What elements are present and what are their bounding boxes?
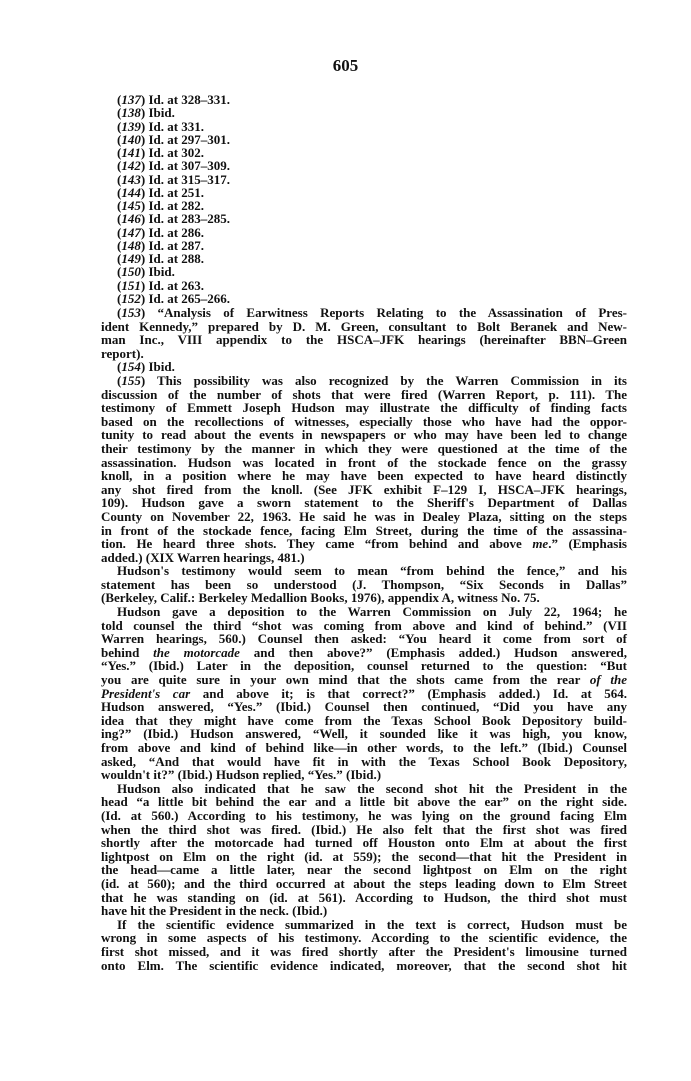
text-segment: Ibid. [148, 359, 175, 375]
footnote: (144) Id. at 251. [117, 184, 205, 200]
text-line [101, 700, 627, 714]
footnote-text: Id. at 315–317. [148, 171, 231, 187]
text-segment: the head—came a little later, near the second lightpost on Elm on the right [101, 862, 627, 878]
text-segment: have hit the President in the neck. (Ibid.) [101, 903, 328, 919]
text-line [101, 551, 627, 565]
footnote-number: 147 [121, 224, 141, 240]
text-line [101, 891, 627, 905]
footnote-number: 153 [121, 305, 141, 320]
footnote-number: 154 [121, 359, 141, 375]
footnote-number: 152 [121, 290, 141, 306]
footnote: (148) Id. at 287. [117, 237, 205, 253]
text-segment: If the scientific evidence summarized in the text is correct, Hudson must be [117, 916, 627, 932]
text-segment: discussion of the number of shots that were fired (Warren Report, p. 111). The [101, 386, 627, 402]
footnote: (139) Id. at 331. [117, 118, 205, 134]
footnote: (147) Id. at 286. [117, 224, 205, 240]
italic-segment: me [532, 536, 549, 552]
text-line [101, 510, 627, 524]
text-segment: lightpost on Elm on the right (id. at 559); the second—that hit the President in [101, 848, 627, 864]
text-segment: and then above?” (Emphasis added.) Hudson answered, [239, 644, 628, 660]
italic-segment: the motorcade [153, 644, 240, 660]
footnote: (142) Id. at 307–309. [117, 158, 231, 174]
text-segment: report). [101, 345, 144, 361]
text-segment: and above it; is that correct?” (Emphasis added.) Id. at 564. [190, 685, 627, 701]
text-segment: idea that they might have come from the Texas School Book Depository build- [101, 712, 627, 728]
footnote-number: 146 [121, 211, 141, 227]
footnote-paragraph [101, 605, 627, 782]
footnote-text: Ibid. [148, 264, 175, 280]
text-segment: told counsel the third “shot was coming from above and kind of behind.” (VII [101, 617, 627, 633]
text-line [101, 863, 627, 877]
text-line [101, 768, 627, 782]
text-segment: added.) (XIX Warren hearings, 481.) [101, 549, 305, 565]
text-segment: knoll, in a position where he may have been expected to have heard distinctly [101, 468, 627, 484]
footnote-text: Id. at 297–301. [148, 131, 231, 147]
footnote-paragraph [101, 918, 627, 972]
text-line [101, 646, 627, 660]
text-segment: tion. He heard three shots. They came “from behind and above [101, 536, 533, 552]
footnote: (151) Id. at 263. [117, 277, 205, 293]
footnote-body [101, 306, 627, 972]
footnote-number: 155 [121, 372, 141, 388]
text-line [101, 537, 627, 551]
text-line [101, 401, 627, 415]
text-segment: (Berkeley, Calif.: Berkeley Medallion Books, 1976), appendix A, witness No. 75. [101, 590, 540, 606]
text-line [101, 877, 627, 891]
text-line [101, 483, 627, 497]
footnote: (145) Id. at 282. [117, 198, 205, 213]
footnote: (140) Id. at 297–301. [117, 131, 231, 147]
text-line [101, 578, 627, 592]
text-segment: Hudson also indicated that he saw the second shot hit the President in the [117, 780, 627, 796]
text-line [101, 673, 627, 687]
footnote: (150) Ibid. [117, 264, 175, 280]
footnote-number: 139 [121, 118, 141, 134]
text-segment: (Id. at 560.) According to his testimony, he was lying on the ground facing Elm [101, 807, 627, 823]
text-segment: shortly after the motorcade had turned off Houston onto Elm at about the first [101, 835, 627, 851]
text-segment: This possibility was also recognized by the Warren Commission in its [156, 372, 627, 388]
text-segment: that he was standing on (id. at 561). According to Hudson, the third shot must [101, 889, 627, 905]
italic-segment: President's car [101, 685, 191, 701]
text-segment: (id. at 560); and the third occurred at about the steps leading down to Elm Street [101, 875, 627, 891]
footnote [101, 306, 627, 360]
text-segment: you are quite sure in your own mind that the shots came from the rear [101, 672, 590, 688]
text-line [101, 524, 627, 538]
text-line [101, 904, 627, 918]
text-line [101, 836, 627, 850]
footnote-number: 143 [121, 171, 141, 187]
text-segment: Hudson's testimony would seem to mean “from behind the fence,” and his [117, 563, 627, 579]
text-segment: behind [101, 644, 154, 660]
footnote: (141) Id. at 302. [117, 145, 205, 160]
text-line [101, 442, 627, 456]
footnote-number: 145 [121, 198, 141, 213]
footnote [101, 360, 627, 374]
text-segment: ing?” (Ibid.) Hudson answered, “Well, it sounded like it was high, you know, [101, 726, 627, 742]
text-line [101, 795, 627, 809]
text-line [101, 959, 627, 973]
footnote-paragraph [101, 782, 627, 918]
italic-segment: of the [589, 672, 627, 688]
text-segment: testimony of Emmett Joseph Hudson may illustrate the difficulty of finding facts [101, 400, 627, 416]
text-line [101, 605, 627, 619]
footnote-text: Id. at 288. [148, 251, 205, 266]
footnote-number: 148 [121, 237, 141, 253]
text-line [101, 591, 627, 605]
text-line [101, 456, 627, 470]
footnote-text: Ibid. [148, 105, 175, 121]
text-line [101, 850, 627, 864]
text-segment: “Yes.” (Ibid.) Later in the deposition, counsel returned to the question: “But [101, 658, 627, 674]
text-segment: wrong in some aspects of his testimony. According to the scientific evidence, the [101, 930, 627, 946]
text-line [101, 333, 627, 347]
footnote-text: Id. at 307–309. [148, 158, 231, 174]
footnote-paragraph [101, 564, 627, 605]
text-line [101, 714, 627, 728]
text-segment: Warren hearings, 560.) Counsel then asked: “You heard it come from sort of [101, 631, 627, 647]
text-line [101, 469, 627, 483]
footnote-number: 149 [121, 251, 141, 266]
text-segment: first shot missed, and it was fired shortly after the President's limousine turned [101, 943, 627, 959]
text-segment: assassination. Hudson was located in front of the stockade fence on the grassy [101, 454, 627, 470]
footnote-number: 142 [121, 158, 141, 174]
footnote-number: 137 [121, 92, 141, 107]
text-line: (153) “Analysis of Earwitness Reports Relating to the Assassination of Pres- [117, 305, 627, 320]
text-segment: County on November 22, 1963. He said he was in Dealey Plaza, sitting on the steps [101, 508, 627, 524]
text-segment: Hudson gave a deposition to the Warren Commission on July 22, 1964; he [117, 604, 627, 620]
text-segment: 109). Hudson gave a sworn statement to the Sheriff's Department of Dallas [101, 495, 627, 511]
footnote: (137) Id. at 328–331. [117, 92, 231, 107]
text-line [101, 809, 627, 823]
text-line [101, 564, 627, 578]
footnote-text: Id. at 265–266. [148, 290, 231, 306]
text-segment: “Analysis of Earwitness Reports Relating to the Assassination of Pres- [157, 305, 627, 320]
footnote-number: 138 [121, 105, 141, 121]
footnote-number: 140 [121, 131, 141, 147]
page-number: 605 [332, 56, 359, 75]
text-line [101, 347, 627, 361]
footnote-number: 144 [121, 184, 141, 200]
footnote [101, 374, 627, 564]
footnote-text: Id. at 331. [148, 118, 205, 134]
text-line [101, 931, 627, 945]
text-segment: their testimony by the manner in which they were questioned at the time of the [101, 440, 627, 456]
footnote-text: Id. at 287. [148, 237, 205, 253]
text-line: (155) This possibility was also recognized by the Warren Commission in its [117, 372, 627, 388]
text-line [101, 687, 627, 701]
text-segment: any shot fired from the knoll. (See JFK exhibit F–129 I, HSCA–JFK hearings, [101, 481, 627, 497]
footnote-text: Id. at 282. [148, 198, 205, 213]
footnote-number: 151 [121, 277, 141, 293]
text-line [101, 320, 627, 334]
text-line [101, 823, 627, 837]
text-line [101, 619, 627, 633]
footnote-text: Id. at 251. [148, 184, 205, 200]
text-segment: based on the recollections of witnesses, especially those who have had the oppor- [101, 413, 627, 429]
text-line [101, 755, 627, 769]
text-line: (154) Ibid. [117, 359, 175, 375]
text-segment: statement has been so understood (J. Thompson, “Six Seconds in Dallas” [101, 576, 627, 592]
text-segment: when the third shot was fired. (Ibid.) He also felt that the first shot was fired [101, 821, 627, 837]
text-segment: .” (Emphasis [548, 536, 627, 552]
footnote: (146) Id. at 283–285. [117, 211, 231, 227]
text-line [101, 496, 627, 510]
text-line [101, 632, 627, 646]
text-line [101, 388, 627, 402]
footnote-text: Id. at 302. [148, 145, 205, 160]
text-segment: asked, “And that would have fit in with the Texas School Book Depository, [101, 753, 627, 769]
text-line [101, 659, 627, 673]
footnote-number: 141 [121, 145, 141, 160]
text-line [101, 415, 627, 429]
text-line [101, 428, 627, 442]
text-segment: from above and kind of behind like—in other words, to the left.” (Ibid.) Counsel [101, 740, 627, 755]
footnote: (143) Id. at 315–317. [117, 171, 231, 187]
footnote: (152) Id. at 265–266. [117, 290, 231, 306]
footnote: (149) Id. at 288. [117, 251, 205, 266]
footnote-number: 150 [121, 264, 141, 280]
text-line [101, 727, 627, 741]
text-segment: head “a little bit behind the ear and a little bit above the ear” on the right side. [101, 794, 627, 810]
footnote-text: Id. at 263. [148, 277, 205, 293]
text-line [101, 945, 627, 959]
text-line [101, 741, 627, 755]
text-segment: in front of the stockade fence, facing Elm Street, during the time of the assassina- [101, 522, 627, 538]
footnote: (138) Ibid. [117, 105, 175, 121]
short-footnotes [117, 93, 230, 305]
footnote-text: Id. at 286. [148, 224, 205, 240]
text-segment: tunity to read about the events in newspapers or who may have been led to change [101, 427, 627, 443]
footnote-text: Id. at 283–285. [148, 211, 231, 227]
text-segment: onto Elm. The scientific evidence indicated, moreover, that the second shot hit [101, 957, 627, 973]
text-segment: ident Kennedy,” prepared by D. M. Green, consultant to Bolt Beranek and New- [101, 318, 627, 334]
footnote-text: Id. at 328–331. [148, 92, 231, 107]
text-line [101, 782, 627, 796]
text-segment: Hudson answered, “Yes.” (Ibid.) Counsel then continued, “Did you have any [101, 699, 627, 715]
text-line [101, 918, 627, 932]
text-segment: wouldn't it?” (Ibid.) Hudson replied, “Yes.” (Ibid.) [101, 767, 382, 783]
text-segment: man Inc., VIII appendix to the HSCA–JFK hearings (hereinafter BBN–Green [101, 332, 627, 348]
